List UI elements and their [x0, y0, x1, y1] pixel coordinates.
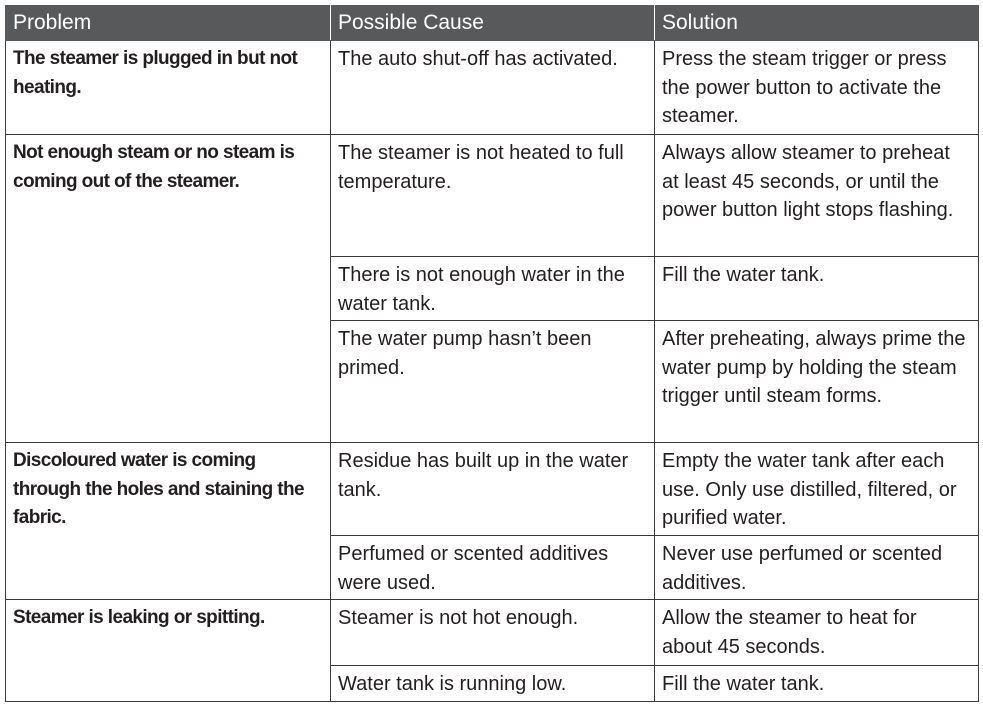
table-row — [6, 41, 979, 135]
table-body — [6, 41, 979, 702]
solution-cell: After preheating, always prime the water pump by holding the steam trigger until steam forms. — [655, 321, 979, 443]
solution-cell: Always allow steamer to preheat at least 45 seconds, or until the power button light stops flashing. — [655, 135, 979, 257]
cause-cell: Steamer is not hot enough. — [331, 600, 655, 666]
solution-cell: Empty the water tank after each use. Only use distilled, filtered, or purified water. — [655, 443, 979, 536]
cause-cell: The water pump hasn’t been primed. — [331, 321, 655, 443]
problem-cell: Discoloured water is coming through the holes and staining the fabric. — [6, 443, 331, 600]
problem-cell: Not enough steam or no steam is coming out of the steamer. — [6, 135, 331, 443]
table-row — [6, 443, 979, 536]
solution-cell: Fill the water tank. — [655, 257, 979, 321]
solution-cell: Fill the water tank. — [655, 666, 979, 702]
header-problem: Problem — [6, 6, 331, 41]
troubleshooting-table — [5, 5, 979, 702]
table-row — [6, 600, 979, 666]
solution-cell: Allow the steamer to heat for about 45 seconds. — [655, 600, 979, 666]
cause-cell: Residue has built up in the water tank. — [331, 443, 655, 536]
solution-cell: Press the steam trigger or press the power button to activate the steamer. — [655, 41, 979, 135]
problem-cell: Steamer is leaking or spitting. — [6, 600, 331, 702]
cause-cell: Water tank is running low. — [331, 666, 655, 702]
table-header — [6, 6, 979, 41]
header-row — [6, 6, 979, 41]
header-solution: Solution — [655, 6, 979, 41]
table-row — [6, 135, 979, 257]
header-possible-cause: Possible Cause — [331, 6, 655, 41]
cause-cell: The steamer is not heated to full temperature. — [331, 135, 655, 257]
problem-cell: The steamer is plugged in but not heating. — [6, 41, 331, 135]
cause-cell: The auto shut-off has activated. — [331, 41, 655, 135]
cause-cell: There is not enough water in the water tank. — [331, 257, 655, 321]
solution-cell: Never use perfumed or scented additives. — [655, 536, 979, 600]
cause-cell: Perfumed or scented additives were used. — [331, 536, 655, 600]
